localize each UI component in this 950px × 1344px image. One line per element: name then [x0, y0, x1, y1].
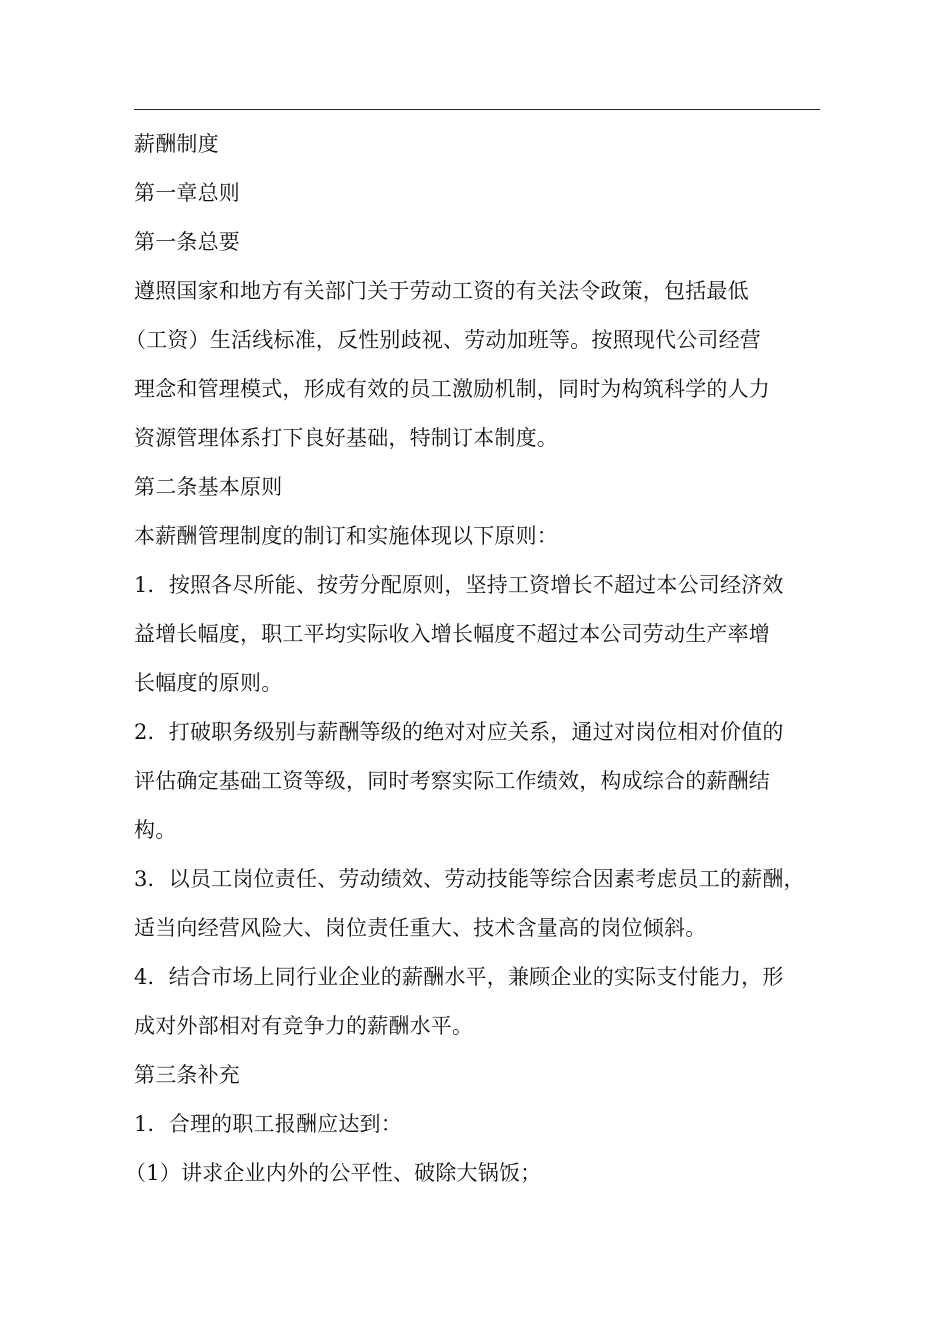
header-rule [134, 109, 820, 110]
paragraph-line: 资源管理体系打下良好基础，特制订本制度。 [134, 426, 558, 450]
sub-list-item-line: （1）讲求企业内外的公平性、破除大锅饭； [125, 1161, 542, 1185]
list-item-line: 1．按照各尽所能、按劳分配原则，坚持工资增长不超过本公司经济效 [134, 573, 784, 597]
article-heading: 第二条基本原则 [134, 475, 283, 499]
paragraph-line: 遵照国家和地方有关部门关于劳动工资的有关法令政策，包括最低 [134, 279, 749, 303]
article-heading: 第三条补充 [134, 1063, 240, 1087]
list-item-line: 2．打破职务级别与薪酬等级的绝对对应关系，通过对岗位相对价值的 [134, 720, 784, 744]
list-item-line: 4．结合市场上同行业企业的薪酬水平，兼顾企业的实际支付能力，形 [134, 965, 784, 989]
list-item-line: 益增长幅度，职工平均实际收入增长幅度不超过本公司劳动生产率增 [134, 622, 770, 646]
list-item-line: 评估确定基础工资等级，同时考察实际工作绩效，构成综合的薪酬结 [134, 769, 770, 793]
list-item-line: 适当向经营风险大、岗位责任重大、技术含量高的岗位倾斜。 [134, 916, 707, 940]
paragraph-line: 理念和管理模式，形成有效的员工激励机制，同时为构筑科学的人力 [134, 377, 770, 401]
list-item-line: 成对外部相对有竞争力的薪酬水平。 [134, 1014, 474, 1038]
list-item-line: 1．合理的职工报酬应达到： [134, 1112, 402, 1136]
article-heading: 第一条总要 [134, 230, 240, 254]
paragraph-line: 本薪酬管理制度的制订和实施体现以下原则： [134, 524, 558, 548]
list-item-line: 构。 [134, 818, 177, 842]
list-item-line: 3．以员工岗位责任、劳动绩效、劳动技能等综合因素考虑员工的薪酬， [134, 867, 805, 891]
list-item-line: 长幅度的原则。 [134, 671, 283, 695]
document-title: 薪酬制度 [134, 132, 219, 156]
chapter-heading: 第一章总则 [134, 181, 240, 205]
document-body [125, 120, 824, 1198]
paragraph-line: （工资）生活线标准，反性别歧视、劳动加班等。按照现代公司经营 [125, 328, 761, 352]
